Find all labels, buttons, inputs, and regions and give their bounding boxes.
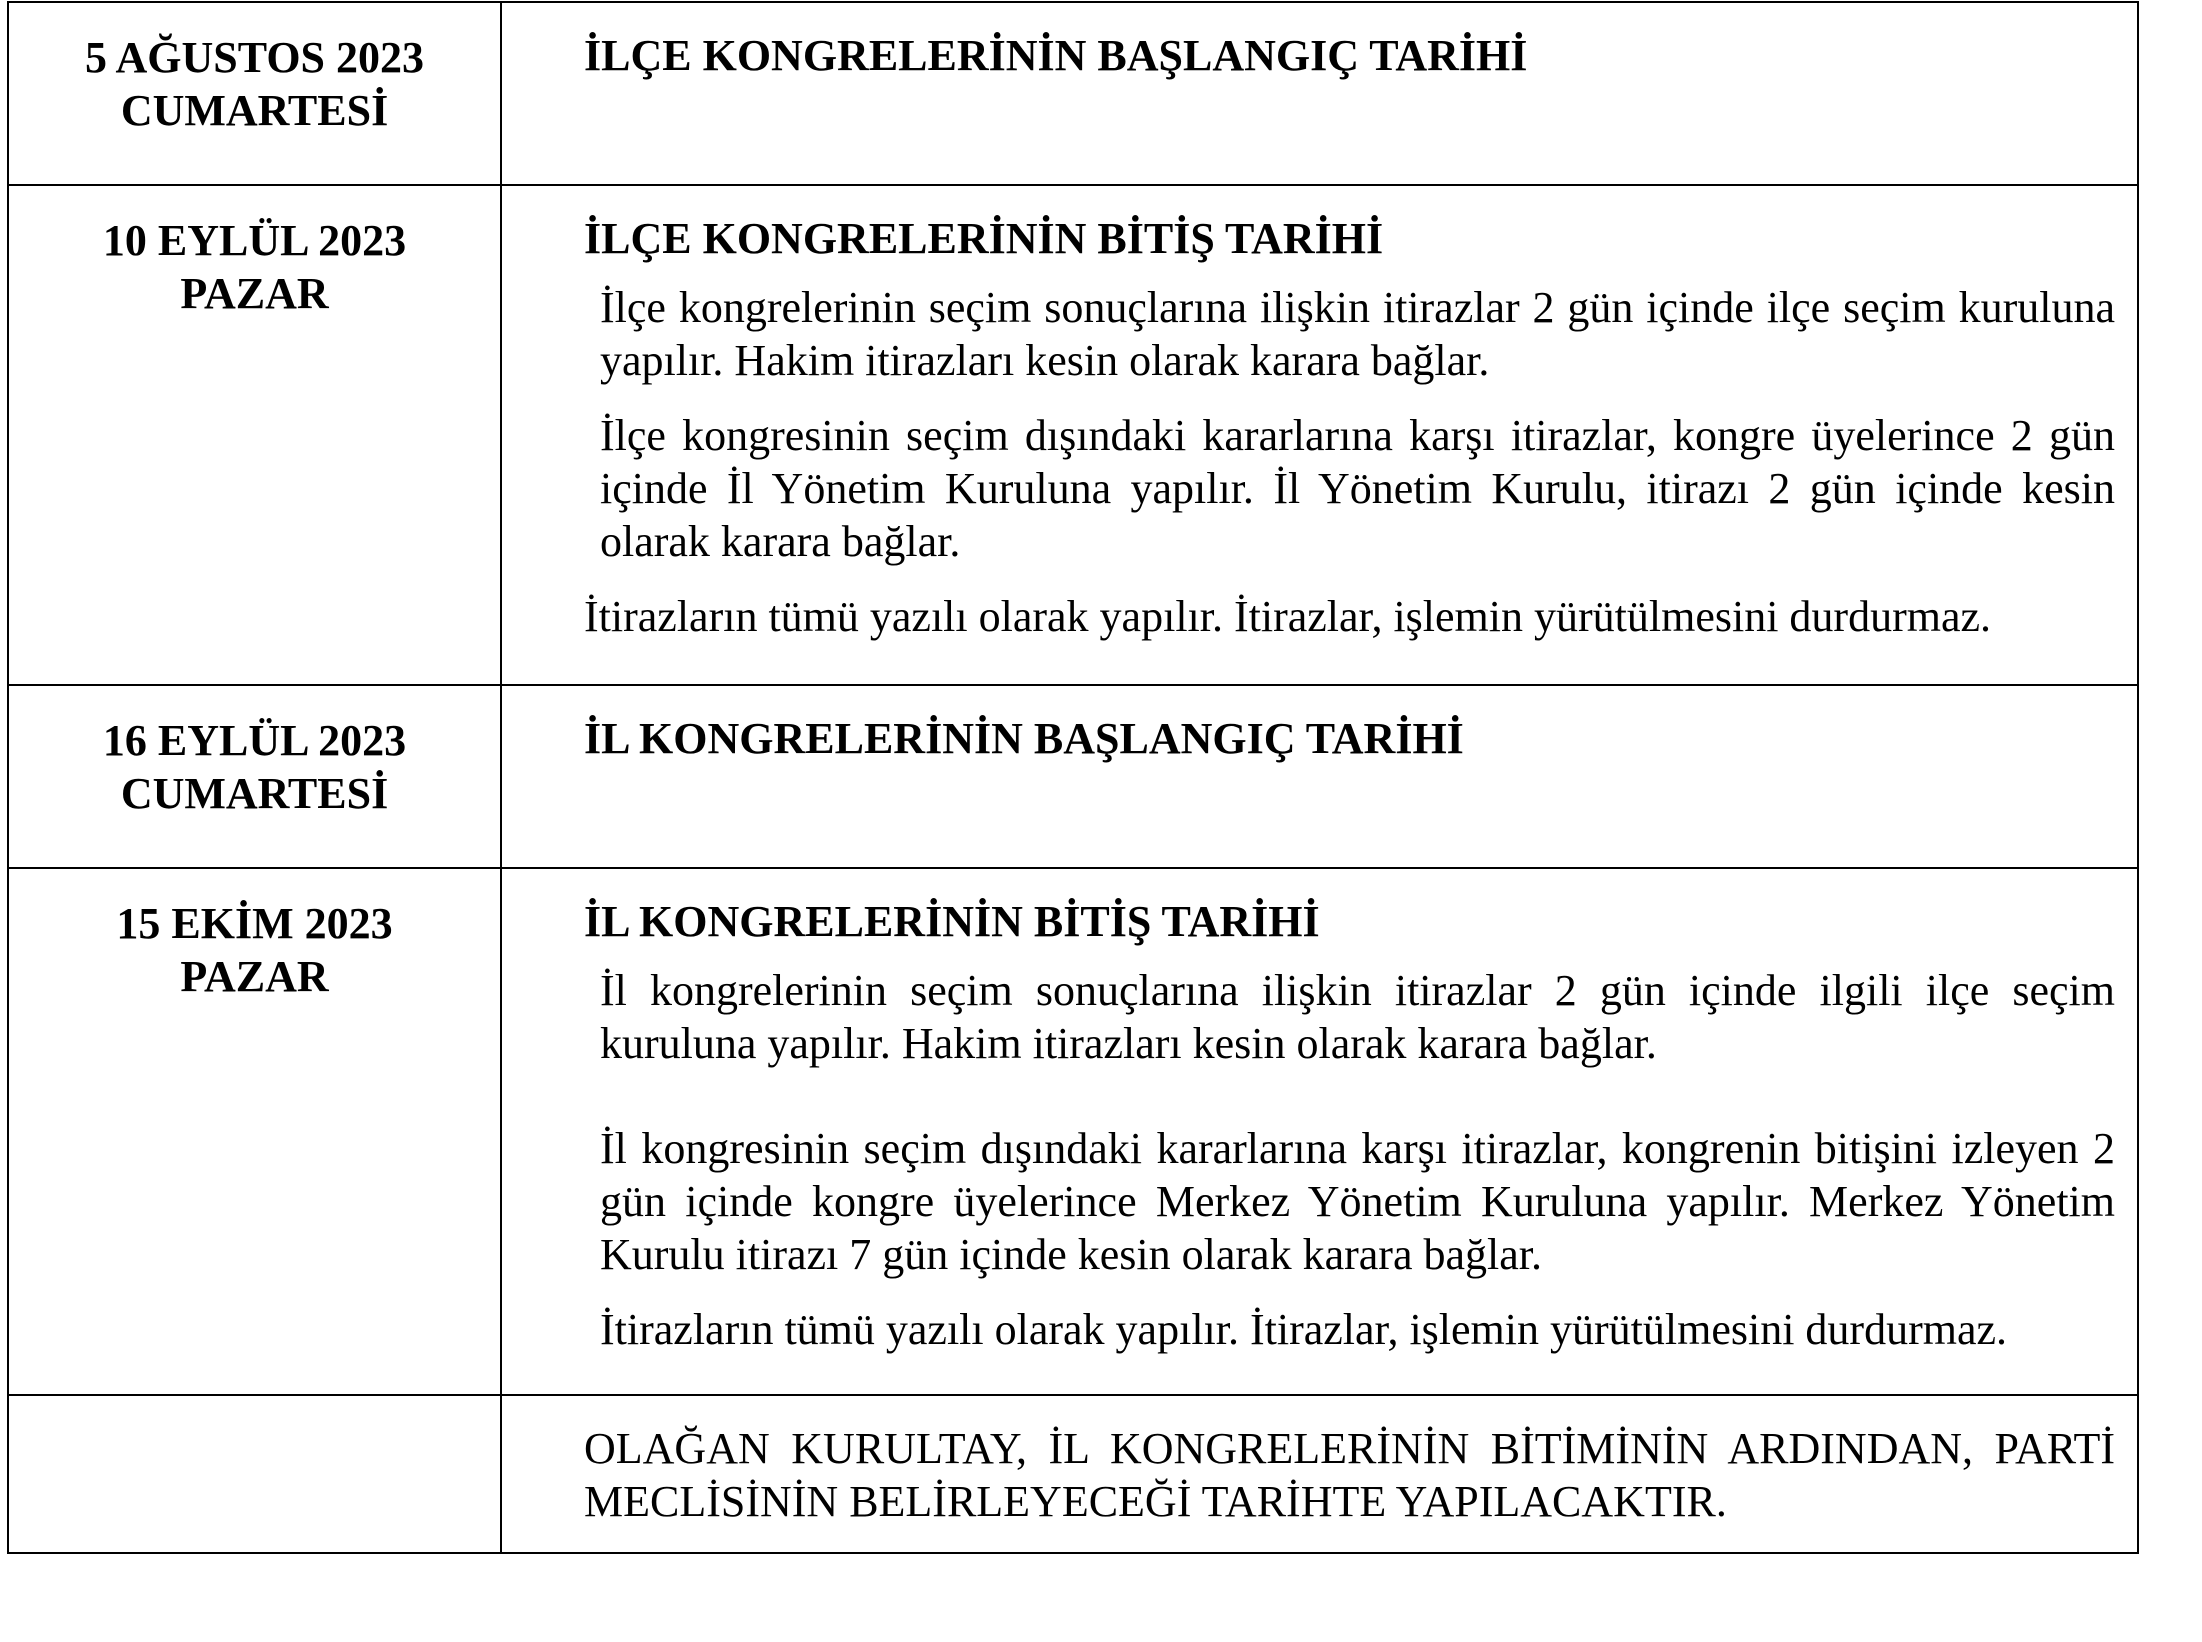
weekday-text: PAZAR [180,952,329,1001]
congress-schedule-table [7,1,2139,1554]
table-row [8,1395,2138,1553]
row-heading: İL KONGRELERİNİN BAŞLANGIÇ TARİHİ [584,714,1464,763]
row-heading: İL KONGRELERİNİN BİTİŞ TARİHİ [584,897,1320,946]
weekday-text: CUMARTESİ [120,769,389,818]
table-row [8,2,2138,185]
closing-statement: OLAĞAN KURULTAY, İL KONGRELERİNİN BİTİMİNİN ARDINDAN, PARTİ MECLİSİNİN BELİRLEYECEĞİ TARİHTE YAPILACAKTIR. [584,1424,2115,1526]
date-cell [8,685,501,868]
paragraph: İlçe kongresinin seçim dışındaki kararlarına karşı itirazlar, kongre üyelerince 2 gün içinde İl Yönetim Kuruluna yapılır. İl Yönetim Kurulu, itirazı 2 gün içinde kesin olarak karara bağlar. [600,411,2115,566]
paragraph: İtirazların tümü yazılı olarak yapılır. İtirazlar, işlemin yürütülmesini durdurmaz. [584,592,1992,641]
description-cell [501,1395,2138,1553]
table-row [8,868,2138,1395]
paragraph: İl kongresinin seçim dışındaki kararlarına karşı itirazlar, kongrenin bitişini izleyen 2 gün içinde kongre üyelerince Merkez Yönetim Kuruluna yapılır. Merkez Yönetim Kurulu itirazı 7 gün içinde kesin olarak karara bağlar. [600,1124,2115,1279]
date-text: 10 EYLÜL 2023 [102,216,407,265]
date-cell [8,1395,501,1553]
date-cell [8,2,501,185]
description-cell [501,685,2138,868]
table-row [8,685,2138,868]
date-cell [8,185,501,685]
table-row [8,185,2138,685]
date-text: 16 EYLÜL 2023 [102,716,407,765]
row-heading: İLÇE KONGRELERİNİN BAŞLANGIÇ TARİHİ [584,31,1528,80]
paragraph: İl kongrelerinin seçim sonuçlarına ilişkin itirazlar 2 gün içinde ilgili ilçe seçim kuruluna yapılır. Hakim itirazları kesin olarak karara bağlar. [600,966,2115,1068]
date-cell [8,868,501,1395]
weekday-text: PAZAR [180,269,329,318]
description-cell [501,2,2138,185]
description-cell [501,185,2138,685]
weekday-text: CUMARTESİ [120,86,389,135]
date-text: 5 AĞUSTOS 2023 [84,33,425,82]
description-cell [501,868,2138,1395]
date-text: 15 EKİM 2023 [116,899,393,948]
paragraph: İlçe kongrelerinin seçim sonuçlarına ilişkin itirazlar 2 gün içinde ilçe seçim kuruluna yapılır. Hakim itirazları kesin olarak karara bağlar. [600,283,2115,385]
row-heading: İLÇE KONGRELERİNİN BİTİŞ TARİHİ [584,214,1384,263]
paragraph: İtirazların tümü yazılı olarak yapılır. İtirazlar, işlemin yürütülmesini durdurmaz. [600,1305,2008,1354]
